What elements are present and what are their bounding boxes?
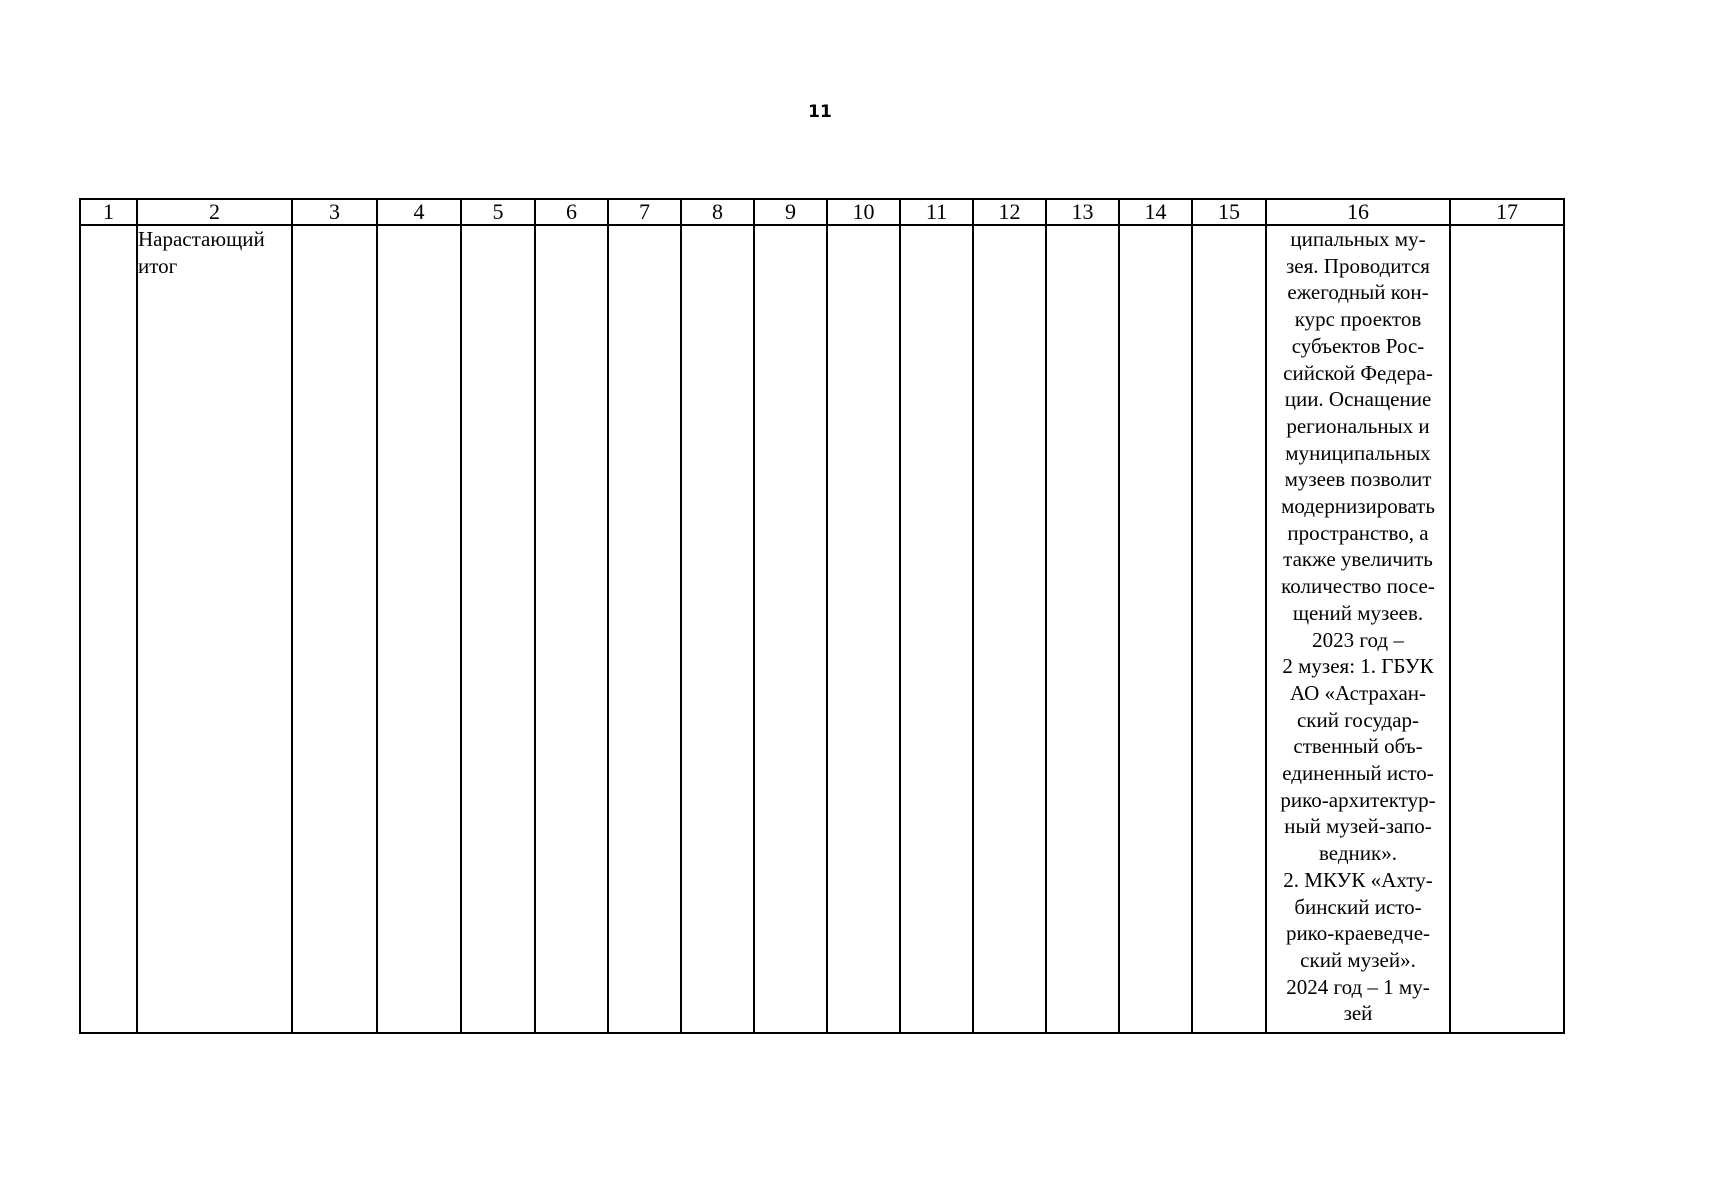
header-row bbox=[80, 199, 1564, 225]
cell-line: 2024 год – 1 му- bbox=[1286, 974, 1430, 999]
column-header-14: 14 bbox=[1119, 199, 1192, 225]
cell-col-15 bbox=[1192, 225, 1266, 1033]
column-header-6: 6 bbox=[535, 199, 608, 225]
cell-line: 2 музея: 1. ГБУК bbox=[1282, 654, 1434, 679]
column-header-10: 10 bbox=[827, 199, 900, 225]
cell-col-14 bbox=[1119, 225, 1192, 1033]
cell-line: итог bbox=[138, 253, 178, 278]
column-header-9: 9 bbox=[754, 199, 827, 225]
cell-line: зея. Проводится bbox=[1286, 253, 1430, 278]
cell-line: региональных и bbox=[1286, 413, 1430, 438]
cell-cumulative-total bbox=[137, 225, 292, 1033]
page-number: 11 bbox=[808, 102, 832, 122]
cell-line: бинский исто- bbox=[1294, 894, 1422, 919]
cell-line: субъектов Рос- bbox=[1291, 333, 1425, 358]
cell-line: Нарастающий bbox=[138, 227, 265, 251]
cell-col-13 bbox=[1046, 225, 1119, 1033]
column-header-3: 3 bbox=[292, 199, 377, 225]
cell-line: также увеличить bbox=[1283, 547, 1433, 572]
cell-line: рико-архитектур- bbox=[1280, 787, 1436, 812]
cell-line: единенный исто- bbox=[1282, 761, 1434, 786]
cell-col-10 bbox=[827, 225, 900, 1033]
cell-line: рико-краеведче- bbox=[1285, 921, 1431, 946]
column-header-5: 5 bbox=[461, 199, 535, 225]
cell-col-11 bbox=[900, 225, 973, 1033]
column-header-15: 15 bbox=[1192, 199, 1266, 225]
cell-description bbox=[1266, 225, 1450, 1033]
cell-line: пространство, а bbox=[1287, 520, 1429, 545]
cell-line: сийской Федера- bbox=[1283, 360, 1433, 385]
cell-line: 2. МКУК «Ахту- bbox=[1283, 867, 1433, 892]
cell-line: ный музей-запо- bbox=[1284, 814, 1432, 839]
column-header-4: 4 bbox=[377, 199, 461, 225]
column-header-17: 17 bbox=[1450, 199, 1564, 225]
cell-line: ежегодный кон- bbox=[1287, 280, 1429, 305]
cell-line: муниципальных bbox=[1285, 440, 1431, 465]
cell-line: АО «Астрахан- bbox=[1289, 680, 1427, 705]
cell-col-8 bbox=[681, 225, 754, 1033]
cell-col-6 bbox=[535, 225, 608, 1033]
data-table bbox=[79, 198, 1565, 1034]
cell-line: ции. Оснащение bbox=[1284, 387, 1432, 412]
cell-col-1 bbox=[80, 225, 137, 1033]
column-header-13: 13 bbox=[1046, 199, 1119, 225]
cell-line: ский музей». bbox=[1300, 947, 1416, 972]
column-header-11: 11 bbox=[900, 199, 973, 225]
cell-col-17 bbox=[1450, 225, 1564, 1033]
column-header-8: 8 bbox=[681, 199, 754, 225]
cell-col-5 bbox=[461, 225, 535, 1033]
cell-line: ципальных му- bbox=[1290, 227, 1426, 251]
cell-col-9 bbox=[754, 225, 827, 1033]
cell-line: ский государ- bbox=[1296, 707, 1420, 732]
cell-line: количество посе- bbox=[1281, 574, 1435, 599]
column-header-7: 7 bbox=[608, 199, 681, 225]
cell-col-4 bbox=[377, 225, 461, 1033]
cell-line: модернизировать bbox=[1281, 494, 1435, 519]
cell-line: зей bbox=[1343, 1001, 1373, 1026]
cell-line: 2023 год – bbox=[1312, 627, 1404, 652]
table-row bbox=[80, 225, 1564, 1033]
cell-line: курс проектов bbox=[1294, 307, 1422, 332]
cell-col-7 bbox=[608, 225, 681, 1033]
column-header-1: 1 bbox=[80, 199, 137, 225]
cell-col-3 bbox=[292, 225, 377, 1033]
column-header-16: 16 bbox=[1266, 199, 1450, 225]
cell-line: ведник». bbox=[1319, 841, 1397, 866]
cell-line: ственный объ- bbox=[1293, 734, 1423, 759]
cell-line: музеев позволит bbox=[1284, 467, 1432, 492]
column-header-12: 12 bbox=[973, 199, 1046, 225]
column-header-2: 2 bbox=[137, 199, 292, 225]
cell-col-12 bbox=[973, 225, 1046, 1033]
cell-line: щений музеев. bbox=[1292, 600, 1424, 625]
